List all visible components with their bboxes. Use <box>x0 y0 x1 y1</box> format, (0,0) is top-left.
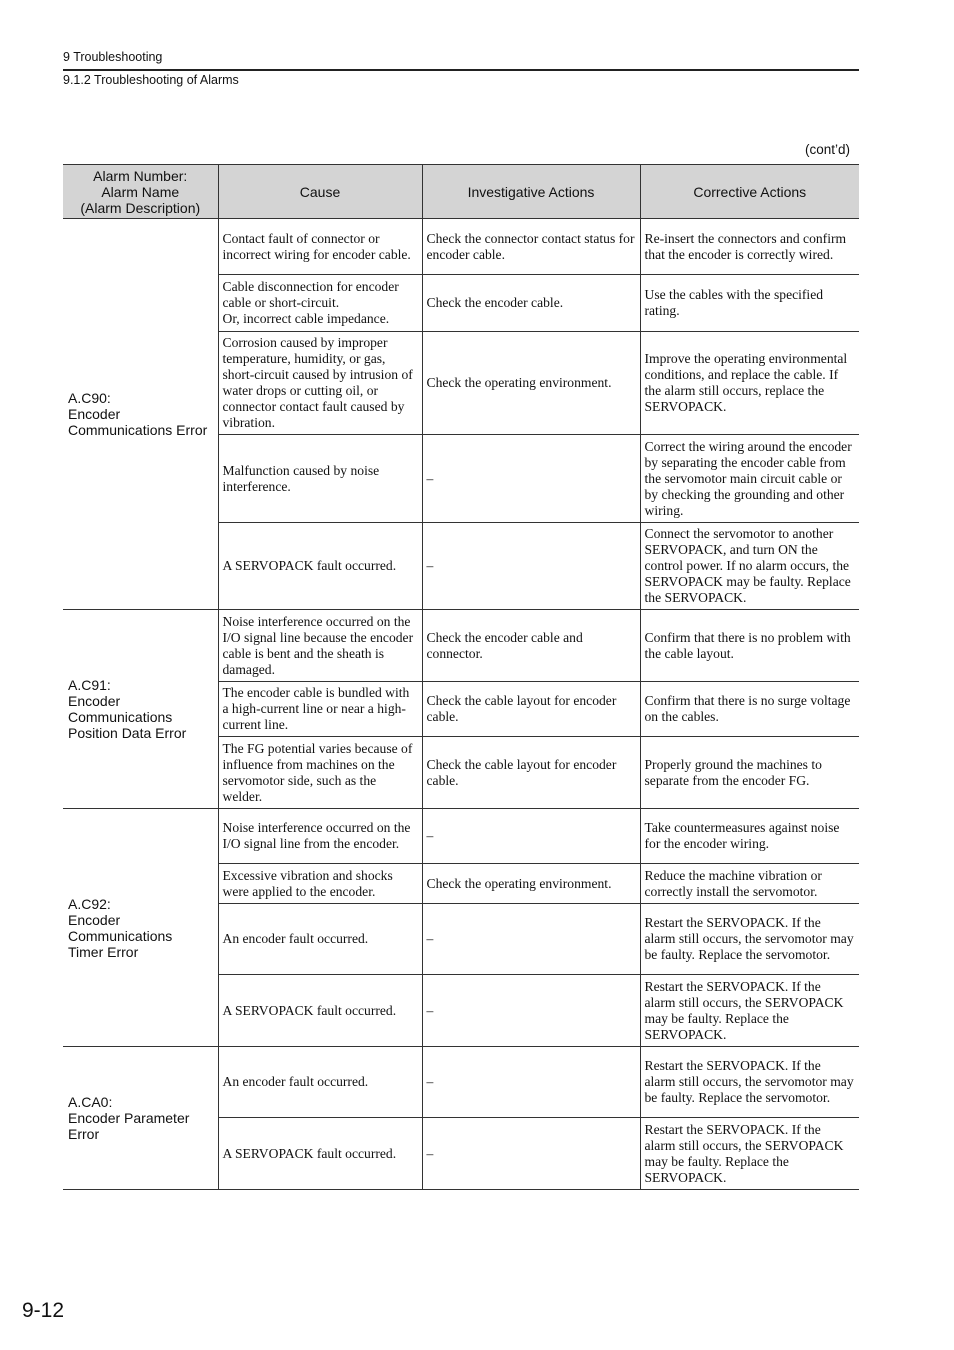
investigative-cell: – <box>422 975 640 1047</box>
corrective-cell: Confirm that there is no surge voltage on the cables. <box>640 682 859 737</box>
cause-cell: Contact fault of connector or incorrect wiring for encoder cable. <box>218 219 422 275</box>
column-header-alarm-line: Alarm Number: Alarm Name (Alarm Description) <box>80 167 201 216</box>
alarm-name: A.C92: Encoder Communications Timer Error <box>68 895 173 960</box>
table-row <box>63 809 859 864</box>
corrective-cell: Restart the SERVOPACK. If the alarm still occurs, the SERVOPACK may be faulty. Replace the SERVOPACK. <box>640 1118 859 1190</box>
corrective-cell: Restart the SERVOPACK. If the alarm still occurs, the servomotor may be faulty. Replace the servomotor. <box>640 904 859 975</box>
corrective-cell: Use the cables with the specified rating. <box>640 275 859 332</box>
alarm-name-cell <box>63 1047 218 1190</box>
corrective-cell: Re-insert the connectors and confirm that the encoder is correctly wired. <box>640 219 859 275</box>
investigative-cell: – <box>422 904 640 975</box>
corrective-cell: Take countermeasures against noise for the encoder wiring. <box>640 809 859 864</box>
investigative-cell: Check the connector contact status for encoder cable. <box>422 219 640 275</box>
corrective-cell: Confirm that there is no problem with the cable layout. <box>640 610 859 682</box>
investigative-cell: Check the cable layout for encoder cable. <box>422 737 640 809</box>
investigative-cell: – <box>422 1118 640 1190</box>
table-row <box>63 1047 859 1118</box>
cause-cell: An encoder fault occurred. <box>218 1047 422 1118</box>
alarm-name-cell <box>63 610 218 809</box>
investigative-cell: – <box>422 809 640 864</box>
section-header: 9.1.2 Troubleshooting of Alarms <box>63 73 239 87</box>
corrective-cell: Correct the wiring around the encoder by separating the encoder cable from the servomotor main circuit cable or by checking the grounding and other wiring. <box>640 435 859 523</box>
table-header-row <box>63 165 859 219</box>
cause-cell: Noise interference occurred on the I/O signal line because the encoder cable is bent and the sheath is damaged. <box>218 610 422 682</box>
corrective-cell: Connect the servomotor to another SERVOPACK, and turn ON the control power. If no alarm occurs, the SERVOPACK may be faulty. Replace the SERVOPACK. <box>640 523 859 610</box>
column-header-alarm <box>63 165 218 219</box>
cause-cell: A SERVOPACK fault occurred. <box>218 523 422 610</box>
investigative-cell: Check the cable layout for encoder cable. <box>422 682 640 737</box>
table-row <box>63 219 859 275</box>
investigative-cell: – <box>422 1047 640 1118</box>
cause-cell: A SERVOPACK fault occurred. <box>218 1118 422 1190</box>
chapter-header: 9 Troubleshooting <box>63 50 163 64</box>
alarm-name-cell <box>63 809 218 1047</box>
investigative-cell: Check the encoder cable and connector. <box>422 610 640 682</box>
table-row <box>63 610 859 682</box>
cause-cell: The encoder cable is bundled with a high-current line or near a high-current line. <box>218 682 422 737</box>
investigative-cell: Check the operating environment. <box>422 864 640 904</box>
cause-cell: Excessive vibration and shocks were applied to the encoder. <box>218 864 422 904</box>
cause-cell: An encoder fault occurred. <box>218 904 422 975</box>
investigative-cell: – <box>422 435 640 523</box>
column-header-investigative: Investigative Actions <box>422 165 640 219</box>
cause-cell: Corrosion caused by improper temperature, humidity, or gas, short-circuit caused by intrusion of water drops or cutting oil, or connector contact fault caused by vibration. <box>218 332 422 435</box>
cause-cell: Malfunction caused by noise interference. <box>218 435 422 523</box>
investigative-cell: – <box>422 523 640 610</box>
cause-cell: Noise interference occurred on the I/O signal line from the encoder. <box>218 809 422 864</box>
corrective-cell: Restart the SERVOPACK. If the alarm still occurs, the SERVOPACK may be faulty. Replace the SERVOPACK. <box>640 975 859 1047</box>
column-header-cause: Cause <box>218 165 422 219</box>
column-header-corrective: Corrective Actions <box>640 165 859 219</box>
page-number: 9-12 <box>22 1299 65 1322</box>
alarm-name: A.C90: Encoder Communications Error <box>68 390 208 438</box>
investigative-cell: Check the operating environment. <box>422 332 640 435</box>
corrective-cell: Properly ground the machines to separate from the encoder FG. <box>640 737 859 809</box>
table-body <box>63 219 859 1190</box>
cause-cell: The FG potential varies because of influence from machines on the servomotor side, such as the welder. <box>218 737 422 809</box>
alarm-name: A.CA0: Encoder Parameter Error <box>68 1094 190 1142</box>
alarm-table <box>63 164 859 1190</box>
investigative-cell: Check the encoder cable. <box>422 275 640 332</box>
header-rule <box>63 69 859 71</box>
alarm-name: A.C91: Encoder Communications Position Data Error <box>68 677 187 741</box>
corrective-cell: Reduce the machine vibration or correctly install the servomotor. <box>640 864 859 904</box>
cause-cell: A SERVOPACK fault occurred. <box>218 975 422 1047</box>
corrective-cell: Improve the operating environmental conditions, and replace the cable. If the alarm still occurs, replace the SERVOPACK. <box>640 332 859 435</box>
corrective-cell: Restart the SERVOPACK. If the alarm still occurs, the servomotor may be faulty. Replace the servomotor. <box>640 1047 859 1118</box>
alarm-name-cell <box>63 219 218 610</box>
continued-label: (cont’d) <box>804 142 850 157</box>
cause-cell: Cable disconnection for encoder cable or short-circuit. Or, incorrect cable impedance. <box>218 275 422 332</box>
